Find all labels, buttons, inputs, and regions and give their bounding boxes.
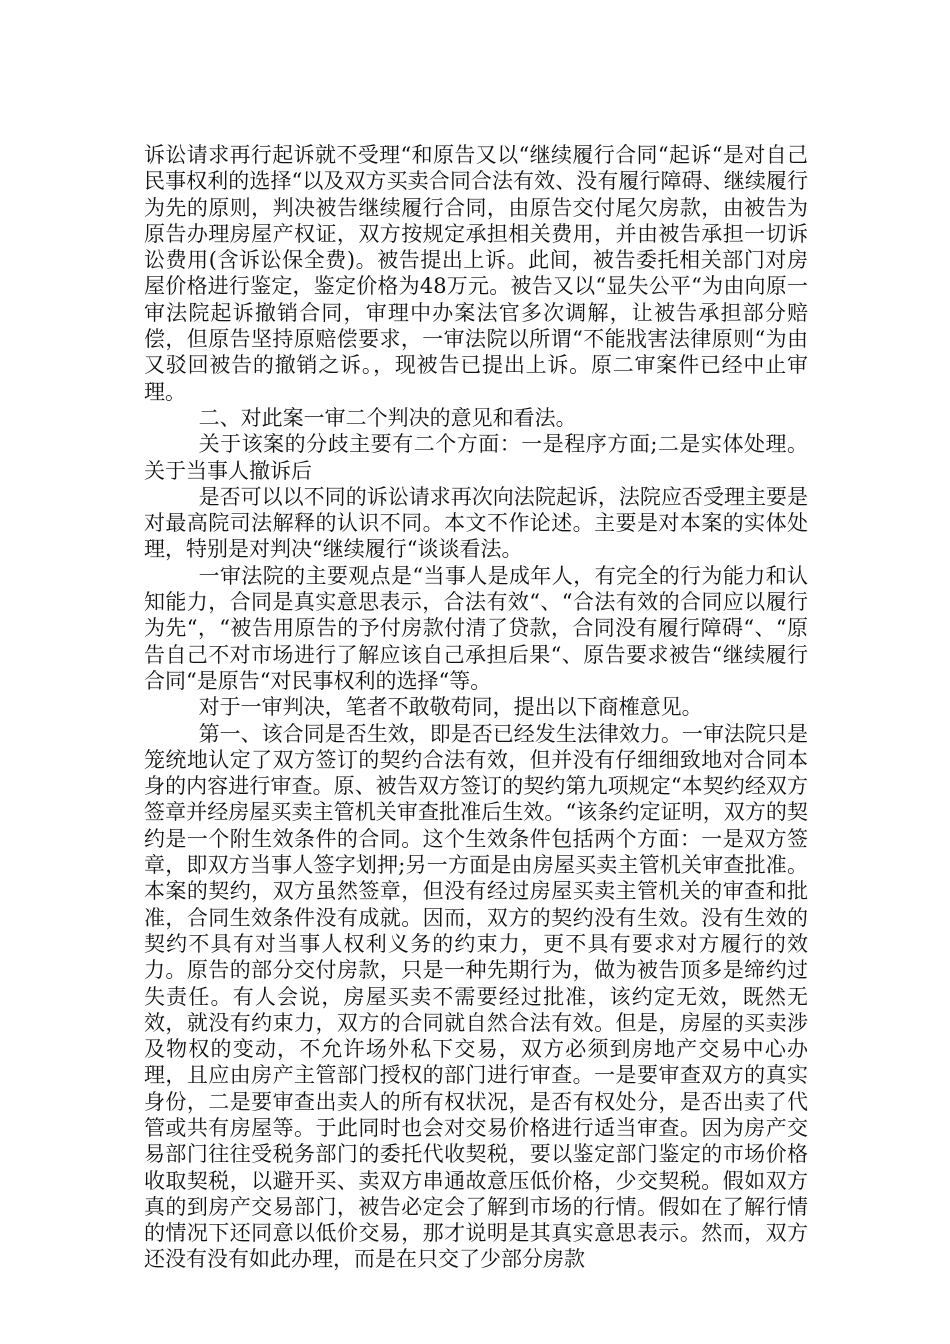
document-page (144, 142, 808, 1273)
paragraph-1: 诉讼请求再行起诉就不受理“和原告又以“继续履行合同“起诉“是对自己民事权利的选择“以及双方买卖合同合法有效、没有履行障碍、继续履行为先的原则，判决被告继续履行合同，由原告交付尾欠房款，由被告为原告办理房屋产权证，双方按规定承担相关费用，并由被告承担一切诉讼费用(含诉讼保全费)。被告提出上诉。此间，被告委托相关部门对房屋价格进行鉴定，鉴定价格为48万元。被告又以“显失公平“为由向原一审法院起诉撤销合同，审理中办案法官多次调解，让被告承担部分赔偿，但原告坚持原赔偿要求，一审法院以所谓“不能戕害法律原则“为由又驳回被告的撤销之诉。，现被告已提出上诉。原二审案件已经中止审理。 (144, 143, 808, 404)
paragraph-6: 对于一审判决，笔者不敢敬苟同，提出以下商榷意见。 (198, 695, 703, 720)
paragraph-3: 关于该案的分歧主要有二个方面：一是程序方面;二是实体处理。关于当事人撤诉后 (144, 432, 808, 483)
paragraph-5: 一审法院的主要观点是“当事人是成年人，有完全的行为能力和认知能力，合同是真实意思表示，合法有效“、“合法有效的合同应以履行为先“，“被告用原告的予付房款付清了贷款，合同没有履行障碍“、“原告自己不对市场进行了解应该自己承担后果“、原告要求被告“继续履行合同“是原告“对民事权利的选择“等。 (144, 563, 808, 693)
paragraph-7: 第一、该合同是否生效，即是否已经发生法律效力。一审法院只是笼统地认定了双方签订的契约合法有效，但并没有仔细细致地对合同本身的内容进行审查。原、被告双方签订的契约第九项规定“本契约经双方签章并经房屋买卖主管机关审查批准后生效。“该条约定证明，双方的契约是一个附生效条件的合同。这个生效条件包括两个方面：一是双方签章，即双方当事人签字划押;另一方面是由房屋买卖主管机关审查批准。本案的契约，双方虽然签章，但没有经过房屋买卖主管机关的审查和批准，合同生效条件没有成就。因而，双方的契约没有生效。没有生效的契约不具有对当事人权利义务的约束力，更不具有要求对方履行的效力。原告的部分交付房款，只是一种先期行为，做为被告顶多是缔约过失责任。有人会说，房屋买卖不需要经过批准，该约定无效，既然无效，就没有约束力，双方的合同就自然合法有效。但是，房屋的买卖涉及物权的变动，不允许场外私下交易，双方必须到房地产交易中心办理，且应由房产主管部门授权的部门进行审查。一是要审查双方的真实身份，二是要审查出卖人的所有权状况，是否有权处分，是否出卖了代管或共有房屋等。于此同时也会对交易价格进行适当审查。因为房产交易部门往往受税务部门的委托代收契税，要以鉴定部门鉴定的市场价格收取契税，以避开买、卖双方串通故意压低价格，少交契税。假如双方真的到房产交易部门，被告必定会了解到市场的行情。假如在了解行情的情况下还同意以低价交易，那才说明是其真实意思表示。然而，双方还没有没有如此办理，而是在只交了少部分房款 (144, 721, 808, 1272)
paragraph-2: 二、对此案一审二个判决的意见和看法。 (198, 405, 577, 430)
paragraph-4: 是否可以以不同的诉讼请求再次向法院起诉，法院应否受理主要是对最高院司法解释的认识不同。本文不作论述。主要是对本案的实体处理，特别是对判决“继续履行“谈谈看法。 (144, 484, 808, 562)
